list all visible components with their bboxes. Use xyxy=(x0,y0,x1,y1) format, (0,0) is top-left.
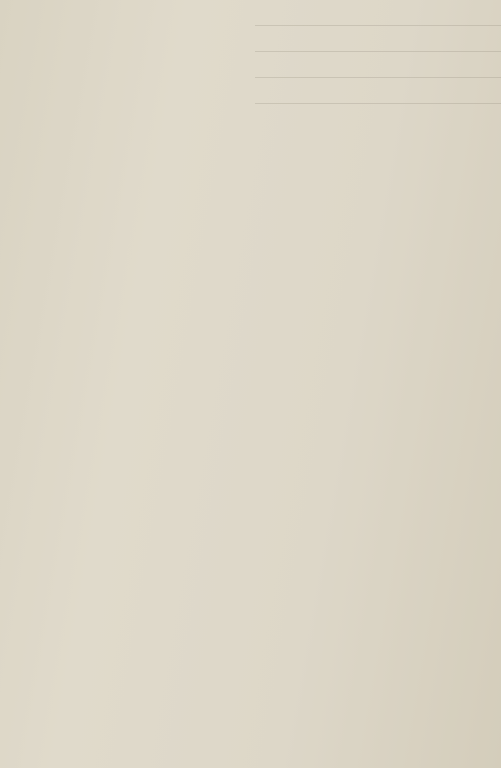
show-through-text xyxy=(255,0,501,120)
